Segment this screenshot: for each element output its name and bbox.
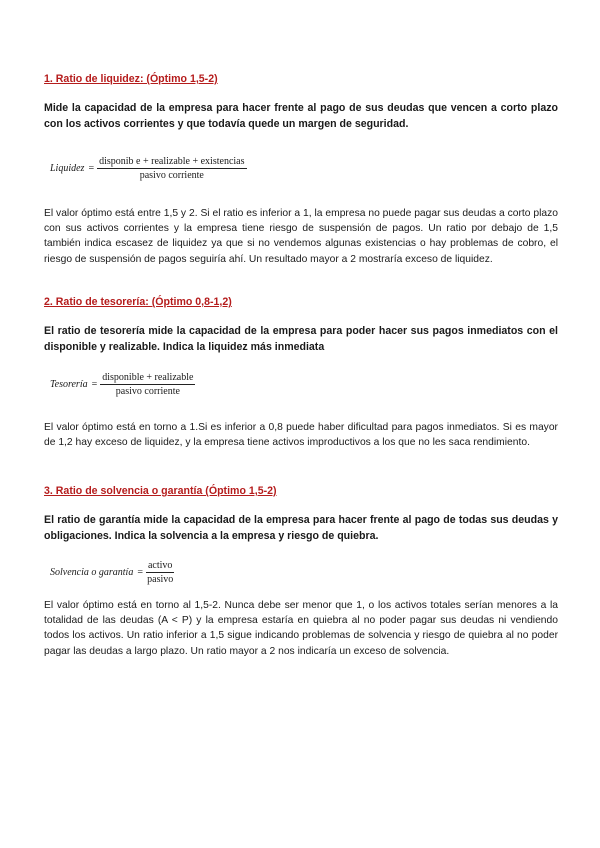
formula-fraction: [97, 156, 246, 181]
formula-equals: =: [88, 163, 95, 174]
section-body: El valor óptimo está entre 1,5 y 2. Si el ratio es inferior a 1, la empresa no puede pagar sus deudas a corto plazo con sus activos corrientes y la empresa tiene riesgo de suspensión de pagos. Un ratio por debajo de 1,5 también indica escasez de liquidez ya que si no vendemos algunas existencias o hay problemas de cobro, el riesgo de suspensión de pagos seguiría ahí. Un resultado mayor a 2 mostraría exceso de liquidez.: [44, 208, 558, 265]
section-intro: El ratio de garantía mide la capacidad de la empresa para hacer frente al pago de todas sus deudas y obligaciones. Indica la solvencia a la empresa y riesgo de quiebra.: [44, 514, 558, 542]
section-liquidez-body: [44, 206, 558, 267]
section-intro: Mide la capacidad de la empresa para hacer frente al pago de sus deudas que vencen a corto plazo con los activos corrientes y que todavía quede un margen de seguridad.: [44, 102, 558, 130]
section-intro: El ratio de tesorería mide la capacidad de la empresa para poder hacer sus pagos inmediatos con el disponible y realizable. Indica la liquidez más inmediata: [44, 325, 558, 353]
formula-lhs: Liquidez: [50, 163, 85, 174]
formula-tesoreria: [50, 372, 195, 397]
formula-fraction: [146, 560, 174, 585]
formula-denominator: pasivo: [147, 574, 174, 585]
section-liquidez: [44, 72, 558, 132]
formula-liquidez: [50, 156, 247, 181]
formula-lhs: Solvencia o garantía: [50, 567, 134, 578]
section-body: El valor óptimo está en torno a 1.Si es inferior a 0,8 puede haber dificultad para pagos inmediatos. Si es mayor de 1,2 hay exceso de liquidez, y la empresa tiene activos improductivos a los que no les saca rendimiento.: [44, 422, 558, 449]
formula-solvencia: [50, 560, 174, 585]
formula-denominator: pasivo corriente: [115, 386, 180, 397]
formula-equals: =: [91, 379, 98, 390]
formula-numerator: disponible + realizable: [102, 372, 194, 383]
section-heading: 3. Ratio de solvencia o garantía (Óptimo 1,5-2): [44, 485, 277, 497]
formula-equals: =: [137, 567, 143, 578]
section-body: El valor óptimo está en torno al 1,5-2. Nunca debe ser menor que 1, o los activos totales serían menores a la totalidad de las deudas (A < P) y la empresa estaría en quiebra al no poder pagar sus deudas ni vendiendo todos los activos. Un ratio inferior a 1,5 sigue indicando problemas de solvencia y riesgo de quiebra al no poder pagar las deudas a largo plazo. Un ratio mayor a 2 nos indicaría un exceso de solvencia.: [44, 600, 558, 657]
formula-lhs: Tesorería: [50, 379, 88, 390]
formula-numerator: activo: [147, 560, 173, 571]
formula-denominator: pasivo corriente: [139, 170, 204, 181]
section-heading: 1. Ratio de liquidez: (Óptimo 1,5-2): [44, 73, 218, 85]
formula-fraction: [100, 372, 195, 397]
section-tesoreria-body: [44, 420, 558, 450]
section-heading: 2. Ratio de tesorería: (Óptimo 0,8-1,2): [44, 296, 232, 308]
section-tesoreria: [44, 295, 558, 355]
section-solvencia: [44, 484, 558, 544]
section-solvencia-body: [44, 598, 558, 659]
formula-numerator: disponib e + realizable + existencias: [99, 156, 245, 167]
